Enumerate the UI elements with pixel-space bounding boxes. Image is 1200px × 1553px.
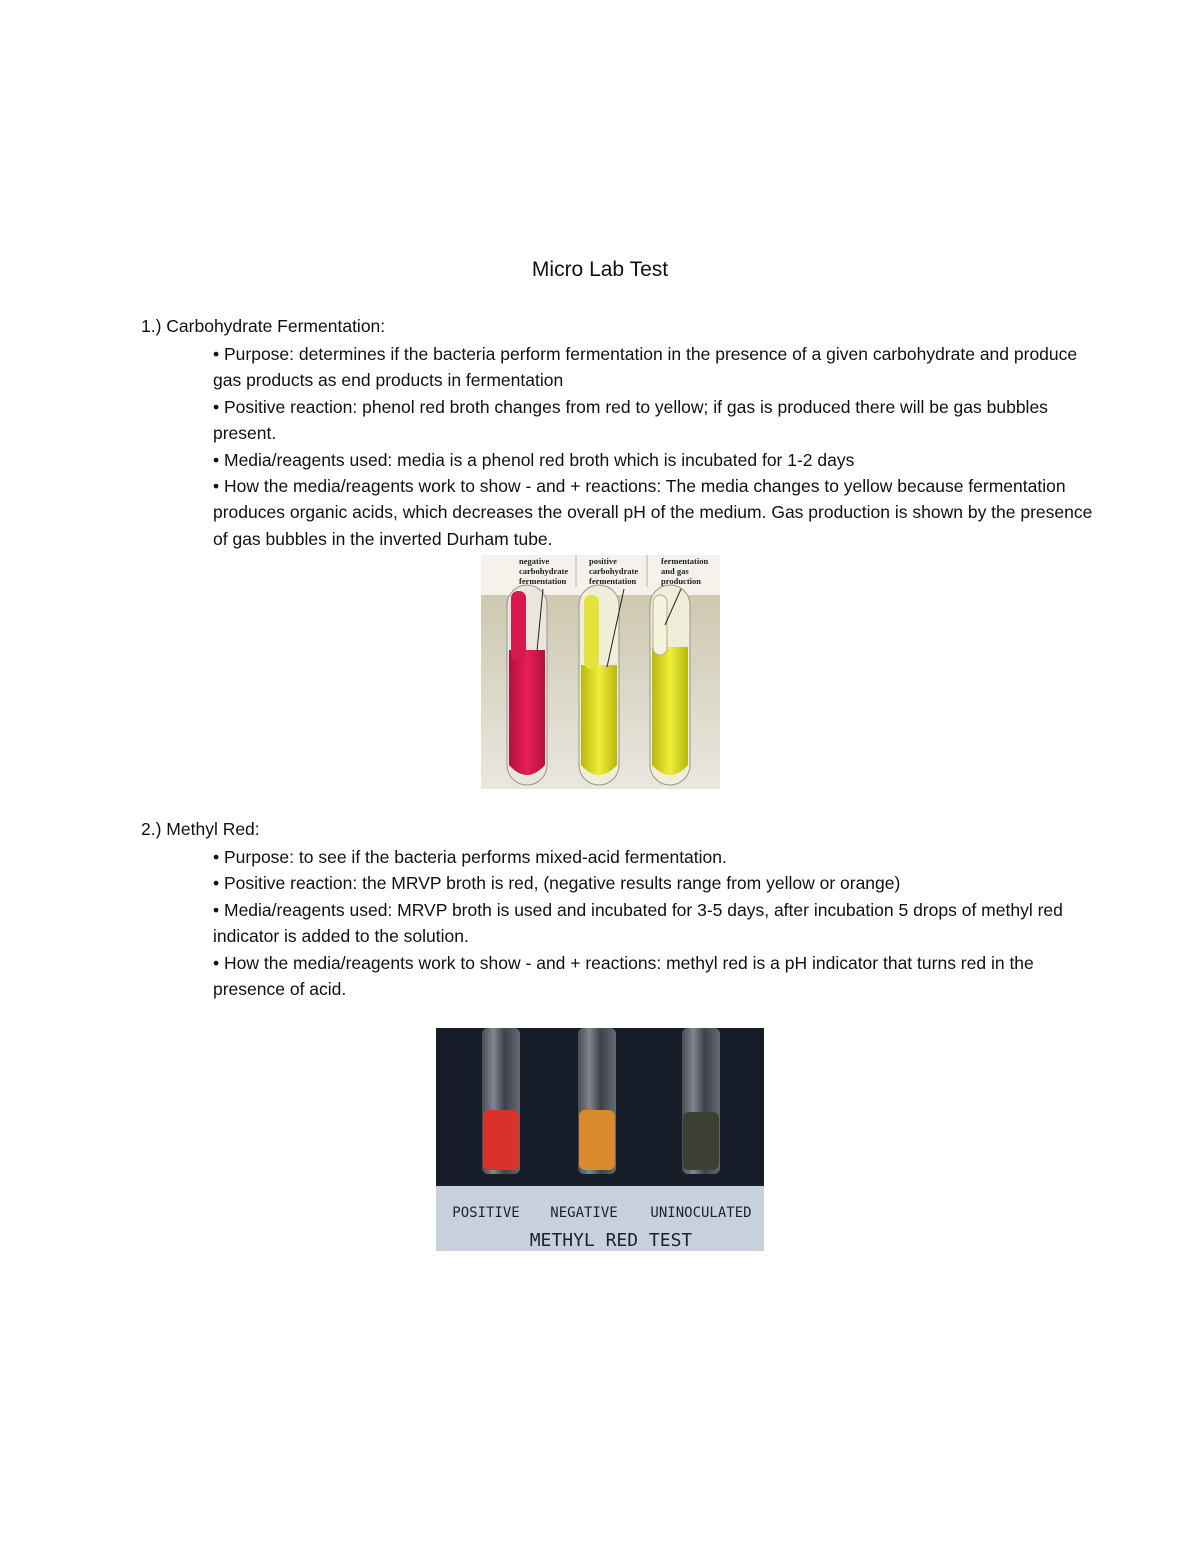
figure-caption: METHYL RED TEST — [529, 1230, 693, 1251]
bullet-positive-reaction: • Positive reaction: the MRVP broth is red, (negative results range from yellow or orange) — [213, 873, 901, 894]
page-title: Micro Lab Test — [531, 258, 669, 281]
label-positive: POSITIVE — [452, 1205, 520, 1221]
section-bullets-methyl-red — [213, 844, 1093, 1002]
methyl-red-test-photo — [436, 1028, 764, 1251]
negative-tube-broth — [509, 650, 545, 775]
label-positive-2: carbohydrate — [589, 566, 639, 576]
section-heading-methyl-red: 2.) Methyl Red: — [141, 819, 260, 839]
label-gas-3: production — [661, 576, 701, 586]
positive-tube-broth — [581, 665, 617, 775]
gas-tube-broth — [652, 647, 688, 775]
bullet-purpose: • Purpose: determines if the bacteria perform fermentation in the presence of a given carbohydrate and produce gas products as end products in fermentation — [213, 344, 1078, 391]
label-positive-1: positive — [589, 556, 617, 566]
bullet-how-it-works: • How the media/reagents work to show - and + reactions: methyl red is a pH indicator that turns red in the presence of acid. — [213, 952, 1034, 1000]
label-positive-3: fermentation — [589, 576, 637, 586]
positive-tube-liquid — [483, 1110, 519, 1170]
bullet-media-reagents: • Media/reagents used: media is a phenol red broth which is incubated for 1-2 days — [213, 449, 855, 470]
label-negative-3: fermentation — [519, 576, 567, 586]
bullet-media-reagents: • Media/reagents used: MRVP broth is used and incubated for 3-5 days, after incubation 5 drops of methyl red indicator is added to the solution. — [213, 899, 1063, 947]
bullet-positive-reaction: • Positive reaction: phenol red broth changes from red to yellow; if gas is produced there will be gas bubbles present. — [213, 396, 1048, 444]
label-gas-1: fermentation — [661, 556, 709, 566]
label-gas-2: and gas — [661, 566, 689, 576]
negative-tube-liquid — [579, 1110, 615, 1170]
bullet-purpose: • Purpose: to see if the bacteria performs mixed-acid fermentation. — [213, 847, 727, 867]
section-bullets-carbohydrate-fermentation — [213, 341, 1093, 552]
label-uninoculated: UNINOCULATED — [650, 1205, 752, 1221]
label-negative-1: negative — [519, 556, 550, 566]
uninoculated-tube-liquid — [683, 1112, 719, 1170]
bullet-how-it-works: • How the media/reagents work to show - and + reactions: The media changes to yellow because fermentation produces organic acids, which decreases the overall pH of the medium. Gas production is shown by the presence of gas bubbles in the inverted Durham tube. — [213, 476, 1093, 549]
label-negative-2: carbohydrate — [519, 566, 569, 576]
carbohydrate-fermentation-photo — [481, 555, 720, 789]
label-negative: NEGATIVE — [550, 1205, 618, 1221]
section-heading-carbohydrate-fermentation: 1.) Carbohydrate Fermentation: — [141, 316, 386, 336]
